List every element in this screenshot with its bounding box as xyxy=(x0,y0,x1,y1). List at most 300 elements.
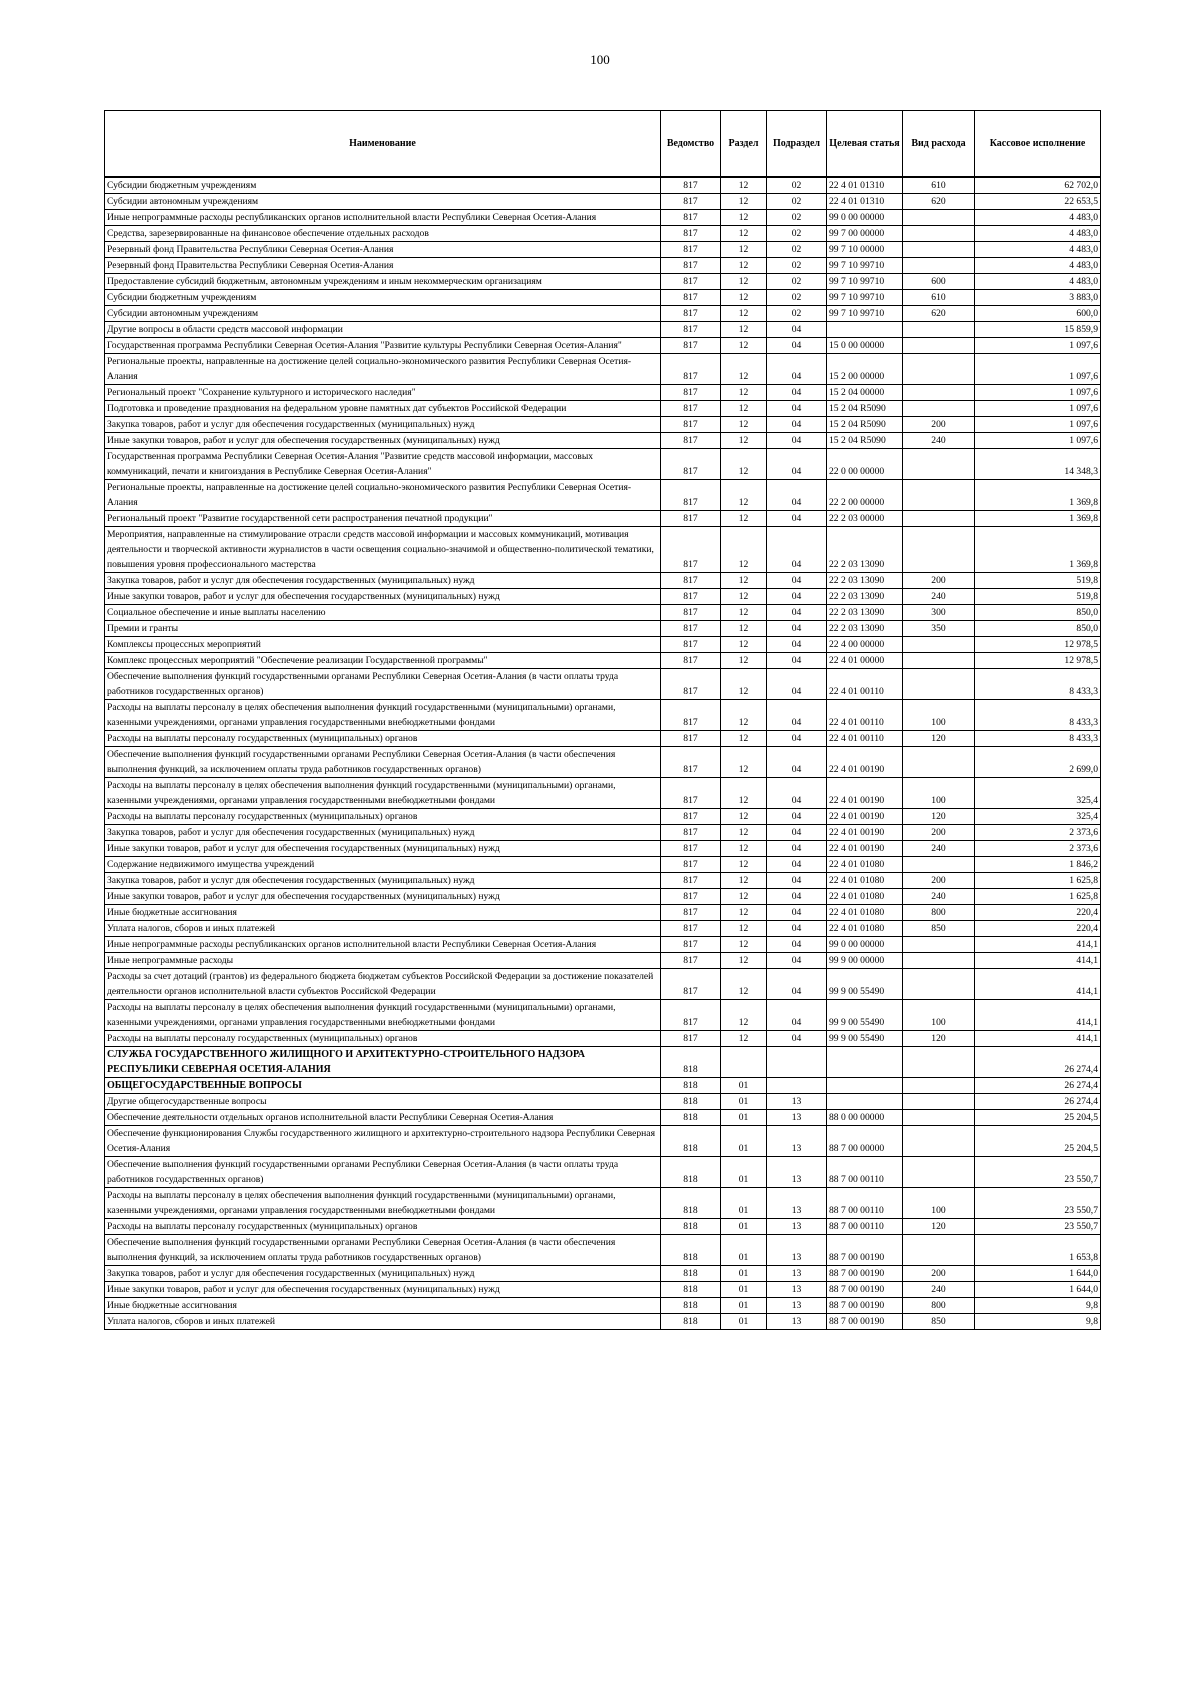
cell-celevaya xyxy=(827,322,903,338)
cell-celevaya: 99 9 00 55490 xyxy=(827,1000,903,1031)
cell-vid: 850 xyxy=(903,921,975,937)
table-row xyxy=(105,242,1101,258)
cell-celevaya: 88 7 00 00190 xyxy=(827,1266,903,1282)
cell-vid xyxy=(903,937,975,953)
cell-summa: 519,8 xyxy=(975,573,1101,589)
cell-podrazdel: 04 xyxy=(767,905,827,921)
cell-vid: 620 xyxy=(903,194,975,210)
cell-name: Иные непрограммные расходы республиканских органов исполнительной власти Республики Северная Осетия-Алания xyxy=(105,210,661,226)
cell-ved: 817 xyxy=(661,433,721,449)
header-podrazdel: Подраздел xyxy=(767,111,827,178)
cell-vid xyxy=(903,1110,975,1126)
cell-vid: 600 xyxy=(903,274,975,290)
cell-podrazdel: 04 xyxy=(767,417,827,433)
cell-name: Расходы на выплаты персоналу государственных (муниципальных) органов xyxy=(105,809,661,825)
cell-celevaya: 22 4 01 00190 xyxy=(827,747,903,778)
cell-celevaya: 99 0 00 00000 xyxy=(827,937,903,953)
cell-celevaya: 22 4 01 00110 xyxy=(827,700,903,731)
cell-podrazdel: 04 xyxy=(767,433,827,449)
cell-podrazdel: 13 xyxy=(767,1282,827,1298)
cell-podrazdel: 02 xyxy=(767,242,827,258)
cell-ved: 817 xyxy=(661,573,721,589)
table-row xyxy=(105,857,1101,873)
cell-name: Расходы на выплаты персоналу государственных (муниципальных) органов xyxy=(105,1219,661,1235)
cell-summa: 23 550,7 xyxy=(975,1188,1101,1219)
cell-celevaya: 15 2 04 R5090 xyxy=(827,417,903,433)
cell-vid xyxy=(903,322,975,338)
table-row xyxy=(105,1188,1101,1219)
table-row xyxy=(105,669,1101,700)
cell-podrazdel: 13 xyxy=(767,1126,827,1157)
cell-summa: 1 625,8 xyxy=(975,889,1101,905)
cell-razdel: 12 xyxy=(721,1000,767,1031)
cell-name: Резервный фонд Правительства Республики Северная Осетия-Алания xyxy=(105,258,661,274)
cell-name: Предоставление субсидий бюджетным, автономным учреждениям и иным некоммерческим организациям xyxy=(105,274,661,290)
cell-vid: 300 xyxy=(903,605,975,621)
cell-ved: 817 xyxy=(661,1031,721,1047)
cell-razdel: 12 xyxy=(721,873,767,889)
header-celevaya: Целевая статья xyxy=(827,111,903,178)
cell-name: Региональные проекты, направленные на достижение целей социально-экономического развития Республики Северная Осетия-Алания xyxy=(105,354,661,385)
cell-summa: 3 883,0 xyxy=(975,290,1101,306)
cell-ved: 817 xyxy=(661,511,721,527)
cell-celevaya: 88 7 00 00190 xyxy=(827,1235,903,1266)
cell-name: Иные бюджетные ассигнования xyxy=(105,1298,661,1314)
cell-podrazdel: 04 xyxy=(767,953,827,969)
cell-podrazdel: 04 xyxy=(767,809,827,825)
cell-podrazdel: 13 xyxy=(767,1219,827,1235)
page-number: 100 xyxy=(590,52,610,67)
cell-name: Закупка товаров, работ и услуг для обеспечения государственных (муниципальных) нужд xyxy=(105,873,661,889)
cell-summa: 8 433,3 xyxy=(975,700,1101,731)
cell-vid: 240 xyxy=(903,1282,975,1298)
cell-celevaya xyxy=(827,1094,903,1110)
cell-summa: 26 274,4 xyxy=(975,1047,1101,1078)
cell-vid xyxy=(903,1047,975,1078)
table-row xyxy=(105,322,1101,338)
cell-podrazdel: 13 xyxy=(767,1314,827,1330)
cell-summa: 62 702,0 xyxy=(975,177,1101,194)
cell-summa: 4 483,0 xyxy=(975,242,1101,258)
cell-podrazdel: 04 xyxy=(767,969,827,1000)
cell-name: Государственная программа Республики Северная Осетия-Алания "Развитие культуры Республики Северная Осетия-Алания" xyxy=(105,338,661,354)
cell-celevaya: 22 2 03 00000 xyxy=(827,511,903,527)
cell-vid xyxy=(903,242,975,258)
cell-name: Закупка товаров, работ и услуг для обеспечения государственных (муниципальных) нужд xyxy=(105,573,661,589)
cell-ved: 818 xyxy=(661,1219,721,1235)
cell-summa: 1 369,8 xyxy=(975,527,1101,573)
cell-podrazdel: 02 xyxy=(767,258,827,274)
cell-razdel: 12 xyxy=(721,433,767,449)
table-row xyxy=(105,825,1101,841)
cell-summa: 26 274,4 xyxy=(975,1078,1101,1094)
cell-razdel: 12 xyxy=(721,953,767,969)
cell-summa: 325,4 xyxy=(975,778,1101,809)
cell-ved: 818 xyxy=(661,1298,721,1314)
cell-vid: 200 xyxy=(903,573,975,589)
table-row xyxy=(105,417,1101,433)
cell-vid: 800 xyxy=(903,905,975,921)
cell-name: Резервный фонд Правительства Республики Северная Осетия-Алания xyxy=(105,242,661,258)
cell-vid xyxy=(903,1157,975,1188)
cell-name: Закупка товаров, работ и услуг для обеспечения государственных (муниципальных) нужд xyxy=(105,1266,661,1282)
cell-ved: 817 xyxy=(661,605,721,621)
table-row xyxy=(105,1078,1101,1094)
cell-summa: 220,4 xyxy=(975,905,1101,921)
budget-table xyxy=(104,110,1101,1330)
cell-summa: 1 644,0 xyxy=(975,1282,1101,1298)
cell-ved: 817 xyxy=(661,809,721,825)
cell-celevaya: 99 7 10 99710 xyxy=(827,306,903,322)
cell-razdel: 12 xyxy=(721,338,767,354)
cell-podrazdel: 02 xyxy=(767,194,827,210)
cell-vid xyxy=(903,385,975,401)
cell-summa: 220,4 xyxy=(975,921,1101,937)
cell-vid: 120 xyxy=(903,731,975,747)
table-row xyxy=(105,290,1101,306)
cell-summa: 1 369,8 xyxy=(975,511,1101,527)
cell-razdel: 12 xyxy=(721,653,767,669)
cell-podrazdel: 02 xyxy=(767,226,827,242)
table-row xyxy=(105,511,1101,527)
cell-ved: 818 xyxy=(661,1188,721,1219)
cell-podrazdel: 04 xyxy=(767,449,827,480)
cell-razdel: 12 xyxy=(721,731,767,747)
cell-razdel: 12 xyxy=(721,527,767,573)
cell-celevaya: 99 7 10 99710 xyxy=(827,290,903,306)
table-row xyxy=(105,969,1101,1000)
cell-podrazdel: 04 xyxy=(767,1000,827,1031)
cell-name: Субсидии автономным учреждениям xyxy=(105,194,661,210)
cell-name: Другие вопросы в области средств массовой информации xyxy=(105,322,661,338)
cell-name: Содержание недвижимого имущества учреждений xyxy=(105,857,661,873)
cell-razdel: 12 xyxy=(721,778,767,809)
cell-vid xyxy=(903,449,975,480)
cell-vid: 200 xyxy=(903,1266,975,1282)
cell-podrazdel: 04 xyxy=(767,338,827,354)
cell-celevaya: 22 4 01 00000 xyxy=(827,653,903,669)
cell-razdel: 01 xyxy=(721,1266,767,1282)
table-row xyxy=(105,338,1101,354)
cell-razdel: 01 xyxy=(721,1235,767,1266)
cell-vid xyxy=(903,953,975,969)
table-row xyxy=(105,573,1101,589)
cell-podrazdel: 04 xyxy=(767,511,827,527)
cell-ved: 817 xyxy=(661,306,721,322)
cell-name: Иные закупки товаров, работ и услуг для обеспечения государственных (муниципальных) нужд xyxy=(105,589,661,605)
cell-vid xyxy=(903,1126,975,1157)
cell-name: Другие общегосударственные вопросы xyxy=(105,1094,661,1110)
cell-summa: 4 483,0 xyxy=(975,258,1101,274)
cell-vid: 240 xyxy=(903,841,975,857)
cell-name: Средства, зарезервированные на финансовое обеспечение отдельных расходов xyxy=(105,226,661,242)
cell-vid: 100 xyxy=(903,1188,975,1219)
cell-celevaya: 99 0 00 00000 xyxy=(827,210,903,226)
cell-ved: 817 xyxy=(661,889,721,905)
table-row xyxy=(105,700,1101,731)
cell-podrazdel: 04 xyxy=(767,841,827,857)
table-row xyxy=(105,401,1101,417)
cell-ved: 817 xyxy=(661,322,721,338)
cell-ved: 817 xyxy=(661,385,721,401)
cell-podrazdel: 04 xyxy=(767,669,827,700)
cell-vid: 200 xyxy=(903,417,975,433)
cell-ved: 817 xyxy=(661,401,721,417)
cell-razdel: 12 xyxy=(721,841,767,857)
cell-ved: 817 xyxy=(661,589,721,605)
cell-razdel: 12 xyxy=(721,921,767,937)
cell-summa: 1 846,2 xyxy=(975,857,1101,873)
cell-celevaya: 22 4 01 00190 xyxy=(827,825,903,841)
cell-vid xyxy=(903,1094,975,1110)
cell-vid xyxy=(903,401,975,417)
cell-celevaya: 22 2 00 00000 xyxy=(827,480,903,511)
cell-summa: 4 483,0 xyxy=(975,210,1101,226)
cell-ved: 818 xyxy=(661,1047,721,1078)
cell-name: Государственная программа Республики Северная Осетия-Алания "Развитие средств массовой информации, массовых коммуникаций, печати и книгоиздания в Республике Северная Осетия-Алания" xyxy=(105,449,661,480)
cell-ved: 818 xyxy=(661,1110,721,1126)
cell-podrazdel: 02 xyxy=(767,177,827,194)
table-row xyxy=(105,385,1101,401)
cell-celevaya: 22 4 01 01080 xyxy=(827,857,903,873)
table-row xyxy=(105,226,1101,242)
cell-podrazdel: 04 xyxy=(767,589,827,605)
cell-razdel: 01 xyxy=(721,1157,767,1188)
cell-razdel: 12 xyxy=(721,825,767,841)
cell-name: Субсидии бюджетным учреждениям xyxy=(105,290,661,306)
table-row xyxy=(105,653,1101,669)
cell-vid: 120 xyxy=(903,1031,975,1047)
cell-podrazdel: 02 xyxy=(767,306,827,322)
cell-vid: 350 xyxy=(903,621,975,637)
cell-summa: 25 204,5 xyxy=(975,1110,1101,1126)
cell-name: Закупка товаров, работ и услуг для обеспечения государственных (муниципальных) нужд xyxy=(105,417,661,433)
cell-celevaya: 22 4 01 00190 xyxy=(827,778,903,809)
table-row xyxy=(105,354,1101,385)
cell-celevaya: 22 4 01 01310 xyxy=(827,194,903,210)
cell-vid xyxy=(903,653,975,669)
cell-razdel: 01 xyxy=(721,1188,767,1219)
cell-celevaya: 99 9 00 00000 xyxy=(827,953,903,969)
cell-summa: 1 097,6 xyxy=(975,354,1101,385)
cell-summa: 1 644,0 xyxy=(975,1266,1101,1282)
cell-celevaya: 22 4 01 01080 xyxy=(827,889,903,905)
cell-summa: 4 483,0 xyxy=(975,274,1101,290)
cell-razdel: 12 xyxy=(721,322,767,338)
table-row xyxy=(105,873,1101,889)
cell-razdel: 01 xyxy=(721,1078,767,1094)
cell-celevaya: 22 4 01 01080 xyxy=(827,921,903,937)
cell-vid: 850 xyxy=(903,1314,975,1330)
cell-summa: 414,1 xyxy=(975,1000,1101,1031)
cell-ved: 817 xyxy=(661,731,721,747)
cell-name: Уплата налогов, сборов и иных платежей xyxy=(105,921,661,937)
cell-celevaya: 88 7 00 00190 xyxy=(827,1282,903,1298)
cell-celevaya: 15 2 00 00000 xyxy=(827,354,903,385)
cell-podrazdel: 04 xyxy=(767,700,827,731)
cell-podrazdel: 04 xyxy=(767,573,827,589)
cell-razdel: 12 xyxy=(721,937,767,953)
cell-celevaya: 88 7 00 00110 xyxy=(827,1219,903,1235)
cell-summa: 1 653,8 xyxy=(975,1235,1101,1266)
cell-summa: 1 625,8 xyxy=(975,873,1101,889)
cell-ved: 817 xyxy=(661,226,721,242)
cell-name: ОБЩЕГОСУДАРСТВЕННЫЕ ВОПРОСЫ xyxy=(105,1078,661,1094)
cell-summa: 850,0 xyxy=(975,605,1101,621)
table-row xyxy=(105,921,1101,937)
cell-podrazdel: 02 xyxy=(767,274,827,290)
table-row xyxy=(105,449,1101,480)
table-row xyxy=(105,1219,1101,1235)
cell-name: Расходы на выплаты персоналу в целях обеспечения выполнения функций государственными (муниципальными) органами, казенными учреждениями, органами управления государственными внебюджетными фондами xyxy=(105,700,661,731)
cell-name: Обеспечение выполнения функций государственными органами Республики Северная Осетия-Алания (в части обеспечения выполнения функций, за исключением оплаты труда работников государственных органов) xyxy=(105,747,661,778)
cell-podrazdel: 04 xyxy=(767,653,827,669)
cell-podrazdel: 04 xyxy=(767,778,827,809)
cell-name: Расходы на выплаты персоналу государственных (муниципальных) органов xyxy=(105,731,661,747)
cell-name: Расходы на выплаты персоналу в целях обеспечения выполнения функций государственными (муниципальными) органами, казенными учреждениями, органами управления государственными внебюджетными фондами xyxy=(105,1188,661,1219)
cell-razdel: 12 xyxy=(721,417,767,433)
table-row xyxy=(105,1282,1101,1298)
cell-name: Закупка товаров, работ и услуг для обеспечения государственных (муниципальных) нужд xyxy=(105,825,661,841)
table-row xyxy=(105,480,1101,511)
cell-razdel: 12 xyxy=(721,449,767,480)
cell-ved: 817 xyxy=(661,621,721,637)
cell-name: Расходы на выплаты персоналу государственных (муниципальных) органов xyxy=(105,1031,661,1047)
cell-summa: 9,8 xyxy=(975,1314,1101,1330)
cell-name: Региональный проект "Развитие государственной сети распространения печатной продукции" xyxy=(105,511,661,527)
cell-celevaya: 99 9 00 55490 xyxy=(827,969,903,1000)
cell-summa: 1 097,6 xyxy=(975,401,1101,417)
cell-ved: 817 xyxy=(661,242,721,258)
cell-celevaya: 15 2 04 R5090 xyxy=(827,401,903,417)
cell-summa: 850,0 xyxy=(975,621,1101,637)
table-row xyxy=(105,809,1101,825)
cell-razdel: 12 xyxy=(721,226,767,242)
cell-ved: 817 xyxy=(661,669,721,700)
cell-podrazdel: 04 xyxy=(767,385,827,401)
cell-summa: 1 097,6 xyxy=(975,385,1101,401)
cell-name: Иные закупки товаров, работ и услуг для обеспечения государственных (муниципальных) нужд xyxy=(105,841,661,857)
cell-ved: 817 xyxy=(661,653,721,669)
table-row xyxy=(105,194,1101,210)
cell-podrazdel xyxy=(767,1078,827,1094)
cell-name: Мероприятия, направленные на стимулирование отрасли средств массовой информации и массовых коммуникаций, мотивация деятельности и творческой активности журналистов в части освещения социально-значимой и общественно-политической тематики, повышения уровня профессионального мастерства xyxy=(105,527,661,573)
cell-razdel: 12 xyxy=(721,621,767,637)
table-row xyxy=(105,589,1101,605)
table-header-row xyxy=(105,111,1101,178)
cell-vid xyxy=(903,338,975,354)
cell-celevaya: 22 4 01 01080 xyxy=(827,905,903,921)
cell-name: Уплата налогов, сборов и иных платежей xyxy=(105,1314,661,1330)
cell-podrazdel: 04 xyxy=(767,401,827,417)
cell-vid: 100 xyxy=(903,700,975,731)
cell-vid xyxy=(903,1078,975,1094)
cell-name: Региональные проекты, направленные на достижение целей социально-экономического развития Республики Северная Осетия-Алания xyxy=(105,480,661,511)
cell-ved: 817 xyxy=(661,210,721,226)
cell-razdel: 12 xyxy=(721,385,767,401)
cell-name: Субсидии автономным учреждениям xyxy=(105,306,661,322)
cell-razdel: 01 xyxy=(721,1094,767,1110)
cell-summa: 414,1 xyxy=(975,969,1101,1000)
table-row xyxy=(105,527,1101,573)
cell-name: Иные непрограммные расходы xyxy=(105,953,661,969)
table-row xyxy=(105,433,1101,449)
cell-summa: 1 097,6 xyxy=(975,417,1101,433)
table-row xyxy=(105,605,1101,621)
cell-summa: 4 483,0 xyxy=(975,226,1101,242)
cell-podrazdel: 04 xyxy=(767,889,827,905)
cell-name: Региональный проект "Сохранение культурного и исторического наследия" xyxy=(105,385,661,401)
cell-summa: 25 204,5 xyxy=(975,1126,1101,1157)
table-row xyxy=(105,937,1101,953)
cell-vid: 610 xyxy=(903,177,975,194)
table-row xyxy=(105,747,1101,778)
cell-name: Премии и гранты xyxy=(105,621,661,637)
cell-name: Расходы на выплаты персоналу в целях обеспечения выполнения функций государственными (муниципальными) органами, казенными учреждениями, органами управления государственными внебюджетными фондами xyxy=(105,1000,661,1031)
cell-vid xyxy=(903,669,975,700)
cell-razdel: 12 xyxy=(721,889,767,905)
cell-ved: 817 xyxy=(661,194,721,210)
header-razdel: Раздел xyxy=(721,111,767,178)
cell-summa: 519,8 xyxy=(975,589,1101,605)
cell-vid xyxy=(903,1235,975,1266)
cell-ved: 817 xyxy=(661,527,721,573)
cell-name: Обеспечение выполнения функций государственными органами Республики Северная Осетия-Алания (в части оплаты труда работников государственных органов) xyxy=(105,669,661,700)
cell-ved: 818 xyxy=(661,1235,721,1266)
table-row xyxy=(105,258,1101,274)
cell-razdel: 01 xyxy=(721,1110,767,1126)
cell-ved: 817 xyxy=(661,354,721,385)
cell-summa: 8 433,3 xyxy=(975,731,1101,747)
cell-celevaya: 22 2 03 13090 xyxy=(827,605,903,621)
cell-podrazdel xyxy=(767,1047,827,1078)
cell-razdel: 12 xyxy=(721,401,767,417)
cell-summa: 600,0 xyxy=(975,306,1101,322)
header-vid: Вид расхода xyxy=(903,111,975,178)
cell-celevaya: 22 4 01 00110 xyxy=(827,731,903,747)
cell-podrazdel: 13 xyxy=(767,1110,827,1126)
table-row xyxy=(105,1094,1101,1110)
cell-ved: 817 xyxy=(661,857,721,873)
cell-ved: 817 xyxy=(661,274,721,290)
cell-razdel: 12 xyxy=(721,857,767,873)
cell-razdel: 12 xyxy=(721,354,767,385)
cell-celevaya: 99 7 10 99710 xyxy=(827,258,903,274)
cell-celevaya: 88 0 00 00000 xyxy=(827,1110,903,1126)
cell-razdel: 01 xyxy=(721,1314,767,1330)
cell-ved: 817 xyxy=(661,700,721,731)
cell-celevaya: 22 4 01 01310 xyxy=(827,177,903,194)
cell-celevaya: 22 2 03 13090 xyxy=(827,527,903,573)
cell-ved: 817 xyxy=(661,953,721,969)
cell-ved: 817 xyxy=(661,480,721,511)
cell-podrazdel: 04 xyxy=(767,527,827,573)
cell-ved: 818 xyxy=(661,1282,721,1298)
cell-razdel: 12 xyxy=(721,969,767,1000)
cell-razdel: 12 xyxy=(721,258,767,274)
cell-celevaya: 88 7 00 00190 xyxy=(827,1314,903,1330)
cell-podrazdel: 13 xyxy=(767,1298,827,1314)
cell-ved: 818 xyxy=(661,1266,721,1282)
cell-summa: 1 369,8 xyxy=(975,480,1101,511)
cell-vid xyxy=(903,747,975,778)
cell-vid: 120 xyxy=(903,809,975,825)
cell-podrazdel: 04 xyxy=(767,921,827,937)
cell-vid xyxy=(903,354,975,385)
cell-name: Обеспечение выполнения функций государственными органами Республики Северная Осетия-Алания (в части обеспечения выполнения функций, за исключением оплаты труда работников государственных органов) xyxy=(105,1235,661,1266)
cell-podrazdel: 04 xyxy=(767,480,827,511)
cell-vid xyxy=(903,637,975,653)
